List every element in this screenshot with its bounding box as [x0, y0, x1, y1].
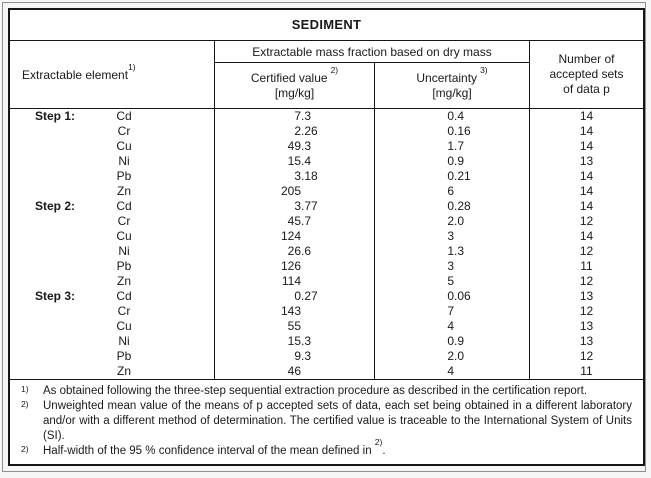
footnote-marker: 1) [21, 384, 29, 394]
step-label: Step 2: [35, 199, 76, 213]
uncertainty-value: 0 .06 [375, 289, 530, 304]
element-cell [10, 139, 215, 154]
uncertainty-value: 0 .16 [375, 124, 530, 139]
step-label [10, 334, 106, 349]
certified-value: 15 .3 [215, 334, 375, 349]
step-label [10, 229, 106, 244]
footnote-marker: 2) [21, 399, 29, 409]
table-row [10, 229, 643, 244]
step-label [10, 364, 106, 379]
footnote-ref-1-icon: 1) [128, 61, 136, 72]
accepted-sets-value: 14 [579, 109, 594, 123]
element-symbol: Zn [116, 364, 131, 378]
table-row [10, 139, 643, 154]
element-cell [10, 154, 215, 169]
sediment-table [8, 8, 645, 466]
accepted-sets-value: 14 [579, 124, 594, 138]
header-mass-fraction-label: Extractable mass fraction based on dry mass [252, 44, 492, 59]
table-row [10, 244, 643, 259]
certified-value: 49 .3 [215, 139, 375, 154]
element-cell [10, 364, 215, 379]
element-cell [10, 229, 215, 244]
certified-value: 205 [215, 184, 375, 199]
header-certified-unit: [mg/kg] [274, 85, 315, 100]
certified-value: 26 .6 [215, 244, 375, 259]
uncertainty-value: 3 [375, 259, 530, 274]
element-symbol: Ni [118, 154, 130, 168]
uncertainty-value: 0 .4 [375, 109, 530, 124]
footnote-text: As obtained following the three-step sequential extraction procedure as described in the certification report. [43, 385, 588, 397]
footnotes [10, 379, 643, 464]
table-row [10, 274, 643, 289]
uncertainty-value: 5 [375, 274, 530, 289]
element-symbol: Cd [116, 109, 132, 123]
uncertainty-value: 4 [375, 319, 530, 334]
footnote [20, 437, 632, 459]
header-sets-line1: Number of [558, 52, 615, 66]
footnote-text: Half-width of the 95 % confidence interval of the mean defined in [43, 445, 375, 457]
footnote-ref-3-icon: 3) [480, 64, 488, 75]
accepted-sets-value: 14 [579, 199, 594, 213]
table-row [10, 109, 643, 124]
accepted-sets-value: 13 [579, 334, 594, 348]
header-certified-value [215, 63, 375, 108]
table-row [10, 364, 643, 379]
header-extractable-element [10, 41, 215, 108]
element-cell [10, 289, 215, 304]
step-label: Step 1: [35, 109, 76, 123]
table-title: SEDIMENT [10, 10, 643, 41]
table-header [10, 41, 643, 109]
element-cell [10, 349, 215, 364]
header-certified-label: Certified value [250, 70, 328, 85]
certified-value: 124 [215, 229, 375, 244]
header-extractable-element-label: Extractable element [22, 67, 129, 82]
element-cell [10, 259, 215, 274]
table-row [10, 199, 643, 214]
element-symbol: Cr [117, 124, 131, 138]
accepted-sets-value: 14 [579, 169, 594, 183]
uncertainty-value: 1 .7 [375, 139, 530, 154]
uncertainty-value: 6 [375, 184, 530, 199]
element-cell [10, 184, 215, 199]
header-sets-line3: of data p [563, 82, 610, 96]
certified-value: 126 [215, 259, 375, 274]
step-label: Step 3: [35, 289, 76, 303]
step-label [10, 139, 106, 154]
element-cell [10, 304, 215, 319]
element-cell [10, 274, 215, 289]
element-symbol: Ni [118, 334, 130, 348]
footnote [20, 384, 632, 399]
accepted-sets-value: 12 [579, 304, 594, 318]
element-symbol: Cd [116, 199, 132, 213]
certified-value: 9 .3 [215, 349, 375, 364]
table-row [10, 169, 643, 184]
table-row [10, 334, 643, 349]
certified-value: 46 [215, 364, 375, 379]
step-label [10, 124, 106, 139]
header-uncertainty-label: Uncertainty [416, 70, 478, 85]
step-label [10, 274, 106, 289]
uncertainty-value: 4 [375, 364, 530, 379]
element-symbol: Cu [116, 319, 132, 333]
table-row [10, 214, 643, 229]
element-cell [10, 334, 215, 349]
step-label [10, 244, 106, 259]
header-uncertainty [375, 63, 530, 108]
accepted-sets-value: 12 [579, 274, 594, 288]
accepted-sets-value: 11 [580, 259, 593, 273]
certified-value: 3 .77 [215, 199, 375, 214]
accepted-sets-value: 13 [579, 289, 594, 303]
header-sets-line2: accepted sets [549, 67, 624, 81]
accepted-sets-value: 14 [579, 229, 594, 243]
uncertainty-value: 1 .3 [375, 244, 530, 259]
accepted-sets-value: 13 [579, 319, 594, 333]
footnote-inline-ref-icon: 2) [374, 437, 383, 448]
step-label [10, 304, 106, 319]
step-label [10, 169, 106, 184]
accepted-sets-value: 12 [579, 349, 594, 363]
uncertainty-value: 3 [375, 229, 530, 244]
footnote-text: . [382, 445, 386, 457]
table-row [10, 289, 643, 304]
element-symbol: Pb [116, 169, 132, 183]
element-cell [10, 169, 215, 184]
header-number-of-sets [530, 41, 643, 108]
uncertainty-value: 0 .9 [375, 334, 530, 349]
certified-value: 45 .7 [215, 214, 375, 229]
step-label [10, 349, 106, 364]
footnote-marker: 2) [21, 444, 29, 454]
element-cell [10, 244, 215, 259]
uncertainty-value: 2 .0 [375, 349, 530, 364]
element-symbol: Cu [116, 139, 132, 153]
certified-value: 3 .18 [215, 169, 375, 184]
uncertainty-value: 7 [375, 304, 530, 319]
footnote-ref-2-icon: 2) [330, 64, 339, 75]
element-symbol: Cu [116, 229, 132, 243]
step-label [10, 184, 106, 199]
element-symbol: Zn [116, 184, 131, 198]
certified-value: 143 [215, 304, 375, 319]
element-cell [10, 319, 215, 334]
accepted-sets-value: 14 [579, 139, 594, 153]
certified-value: 0 .27 [215, 289, 375, 304]
uncertainty-value: 0 .21 [375, 169, 530, 184]
certified-value: 114 [215, 274, 375, 289]
header-mass-fraction [215, 41, 530, 63]
element-symbol: Cr [117, 304, 131, 318]
step-label [10, 259, 106, 274]
table-row [10, 304, 643, 319]
element-cell [10, 124, 215, 139]
uncertainty-value: 0 .9 [375, 154, 530, 169]
certified-value: 2 .26 [215, 124, 375, 139]
element-symbol: Ni [118, 244, 130, 258]
step-label [10, 319, 106, 334]
header-uncertainty-unit: [mg/kg] [432, 85, 472, 100]
table-row [10, 319, 643, 334]
table-row [10, 124, 643, 139]
table-row [10, 259, 643, 274]
data-rows [10, 109, 643, 379]
certified-value: 15 .4 [215, 154, 375, 169]
certified-value: 7 .3 [215, 109, 375, 124]
accepted-sets-value: 12 [579, 244, 594, 258]
element-symbol: Cr [117, 214, 131, 228]
element-symbol: Pb [116, 349, 132, 363]
accepted-sets-value: 14 [579, 184, 594, 198]
step-label [10, 154, 106, 169]
element-symbol: Cd [116, 289, 132, 303]
element-cell [10, 214, 215, 229]
uncertainty-value: 0 .28 [375, 199, 530, 214]
table-row [10, 184, 643, 199]
element-symbol: Pb [116, 259, 132, 273]
element-cell [10, 199, 215, 214]
table-row [10, 154, 643, 169]
footnote-text: Unweighted mean value of the means of p accepted sets of data, each set being obtained in a different laboratory and/or with a different method of determination. The certified value is traceable to the International System of Units (SI). [43, 400, 632, 442]
accepted-sets-value: 12 [579, 214, 594, 228]
step-label [10, 214, 106, 229]
certified-value: 55 [215, 319, 375, 334]
table-row [10, 349, 643, 364]
element-symbol: Zn [116, 274, 131, 288]
footnote [20, 399, 632, 444]
accepted-sets-value: 13 [579, 154, 594, 168]
accepted-sets-value: 11 [580, 364, 593, 378]
uncertainty-value: 2 .0 [375, 214, 530, 229]
element-cell [10, 109, 215, 124]
